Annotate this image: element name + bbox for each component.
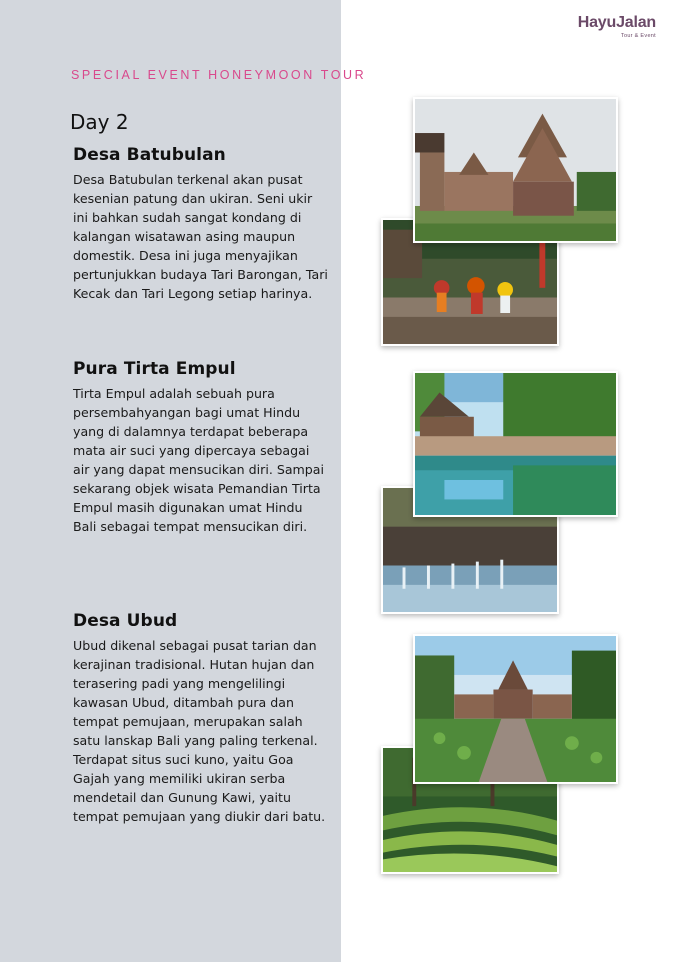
section-desa-batubulan xyxy=(73,145,328,303)
tirta-empul-pool-photo xyxy=(413,371,618,517)
section-body: Ubud dikenal sebagai pusat tarian dan kerajinan tradisional. Hutan hujan dan terasering padi yang mengelilingi kawasan Ubud, ditambah pura dan tempat pemujaan, merupakan salah satu lanskap Bali yang paling terkenal. Terdapat situs suci kuno, yaitu Goa Gajah yang memiliki ukiran serba mendetail dan Gunung Kawi, yaitu tempat pemujaan yang diukir dari batu. xyxy=(73,638,326,824)
section-body: Desa Batubulan terkenal akan pusat kesenian patung dan ukiran. Seni ukir ini bahkan sudah sangat kondang di kalangan wisatawan asing maupun domestik. Desa ini juga menyajikan pertunjukkan budaya Tari Barongan, Tari Kecak dan Tari Legong setiap harinya. xyxy=(73,172,328,301)
section-desa-ubud xyxy=(73,611,328,826)
section-title: Pura Tirta Empul xyxy=(73,359,236,379)
brand-name: HayuJalan xyxy=(577,14,656,31)
day-label: Day 2 xyxy=(70,110,129,134)
section-title: Desa Ubud xyxy=(73,611,178,631)
section-title: Desa Batubulan xyxy=(73,145,226,165)
event-title: SPECIAL EVENT HONEYMOON TOUR xyxy=(71,68,367,82)
batubulan-temple-photo xyxy=(413,97,618,243)
section-body: Tirta Empul adalah sebuah pura persembahyangan bagi umat Hindu yang di dalamnya terdapat beberapa mata air suci yang dipercaya sebagai air yang dapat mensucikan diri. Sampai sekarang objek wisata Pemandian Tirta Empul masih digunakan umat Hindu Bali sebagai tempat mensucikan diri. xyxy=(73,386,325,534)
ubud-lotus-pond-temple-photo xyxy=(413,634,618,784)
brand-logo xyxy=(578,14,656,39)
brand-tagline: Tour & Event xyxy=(620,33,656,39)
section-pura-tirta-empul xyxy=(73,359,328,536)
